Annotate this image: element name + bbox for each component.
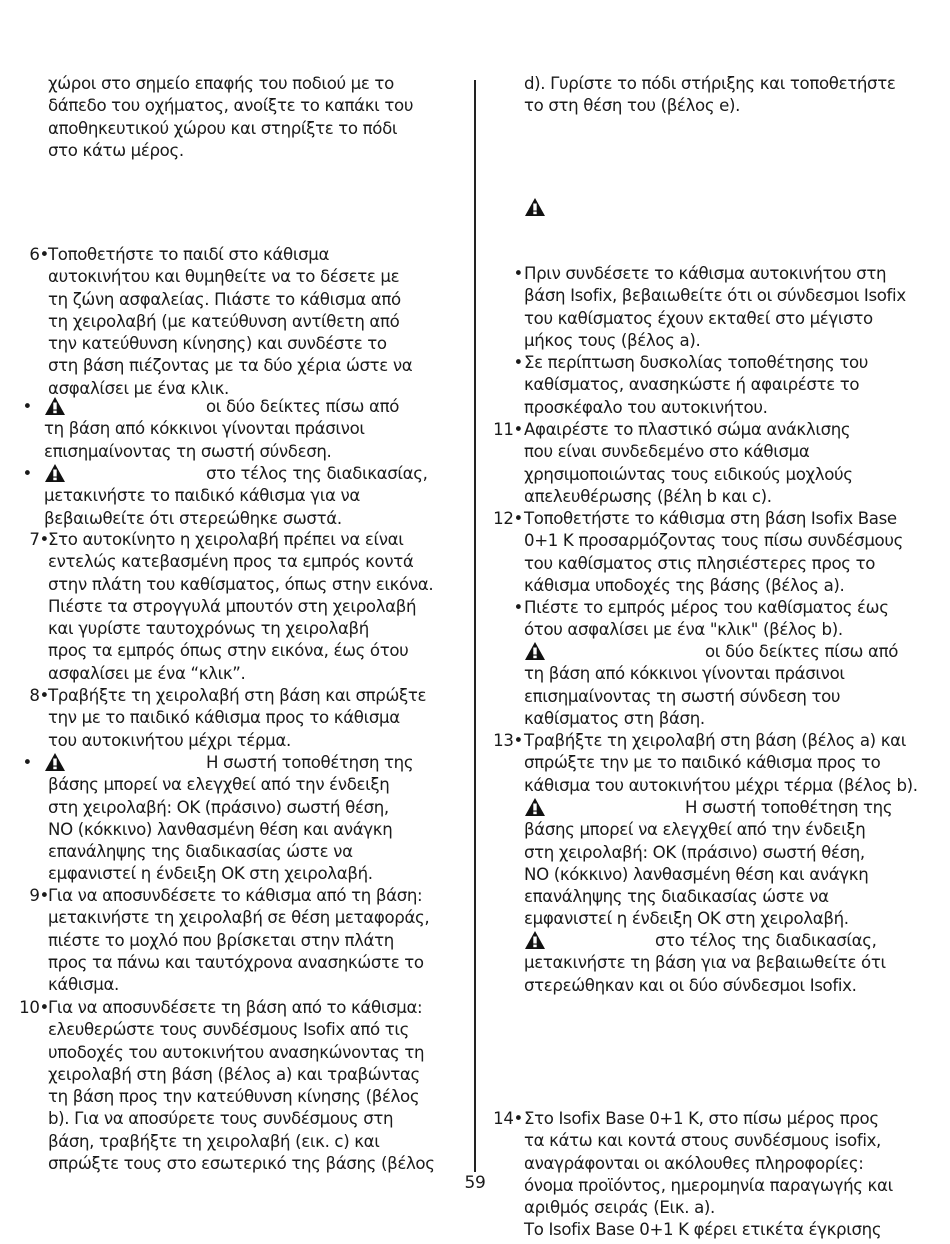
bullet-item [487, 263, 947, 352]
page-number: 59 [464, 1173, 486, 1193]
step-number: 11• [493, 420, 523, 439]
text-line: Πριν συνδέσετε το κάθισμα αυτοκινήτου στη [524, 264, 887, 283]
text-line: τα κάτω και κοντά στους συνδέσμους isofix, [524, 1131, 881, 1151]
text-line: τη βάση από κόκκινοι γίνονται πράσινοι [524, 664, 845, 684]
text-line: σπρώξτε την με το παιδικό κάθισμα προς το [524, 753, 881, 773]
text-line: δάπεδο του οχήματος, ανοίξτε το καπάκι του [48, 96, 414, 116]
text-line: Το Isofix Base 0+1 K φέρει ετικέτα έγκρισης [524, 1220, 882, 1240]
text-line: d). Γυρίστε το πόδι στήριξης και τοποθετήστε [524, 74, 896, 93]
text-line: εντελώς κατεβασμένη προς τα εμπρός κοντά [48, 552, 414, 572]
bullet: • [513, 598, 523, 617]
step-number: 6• [29, 245, 49, 264]
bullet: • [513, 353, 523, 372]
bullet-item [487, 597, 947, 642]
text-line: μετακινήστε τη βάση για να βεβαιωθείτε ότι [524, 953, 886, 973]
paragraph [487, 797, 947, 931]
text-line: ότου ασφαλίσει με ένα "κλικ" (βέλος b). [524, 620, 843, 640]
text-line: καθίσματος στη βάση. [524, 708, 705, 728]
paragraph [487, 641, 947, 730]
text-line: το στη θέση του (βέλος e). [524, 96, 741, 116]
text-line: βάσης μπορεί να ελεγχθεί από την ένδειξη [48, 775, 390, 795]
text-line: την με το παιδικό κάθισμα προς το κάθισμα [48, 708, 400, 728]
warning-icon [524, 797, 546, 817]
text-line: οι δύο δείκτες πίσω από [206, 397, 400, 416]
text-line: βάση Isofix, βεβαιωθείτε ότι οι σύνδεσμοι Isofix [524, 286, 906, 306]
text-line: βεβαιωθείτε ότι στερεώθηκε σωστά. [44, 508, 342, 528]
text-line: επισημαίνοντας τη σωστή σύνδεση του [524, 686, 841, 706]
step-number: 7• [29, 530, 49, 549]
numbered-step [487, 419, 947, 508]
text-line: την κατεύθυνση κίνησης) και συνδέστε το [48, 334, 387, 354]
text-line: του καθίσματος στις πλησιέστερες προς το [524, 553, 876, 573]
text-line: αυτοκινήτου και θυμηθείτε να το δέσετε με [48, 267, 400, 287]
text-line: καθίσματος, ανασηκώστε ή αφαιρέστε το [524, 375, 860, 395]
numbered-step [487, 730, 947, 797]
step-number: 8• [29, 686, 49, 705]
text-line: προς τα εμπρός όπως στην εικόνα, έως ότου [48, 641, 409, 661]
numbered-step [16, 685, 468, 752]
bullet-item [16, 752, 468, 886]
paragraph [16, 73, 468, 162]
step-number: 12• [493, 509, 523, 528]
text-line: ασφαλίσει με ένα “κλικ”. [48, 663, 246, 683]
step-number: 13• [493, 731, 523, 750]
text-line: Στο αυτοκίνητο η χειρολαβή πρέπει να είναι [48, 530, 404, 549]
step-number: 14• [493, 1109, 523, 1128]
text-line: μήκος τους (βέλος a). [524, 330, 701, 350]
text-line: ασφαλίσει με ένα κλικ. [48, 378, 229, 398]
warning-icon [524, 930, 546, 950]
text-line: επισημαίνοντας τη σωστή σύνδεση. [44, 441, 332, 461]
text-line: Σε περίπτωση δυσκολίας τοποθέτησης του [524, 353, 869, 372]
text-line: στερεώθηκαν και οι δύο σύνδεσμοι Isofix. [524, 975, 857, 995]
text-line: Η σωστή τοποθέτηση της [206, 753, 414, 772]
text-line: και γυρίστε ταυτοχρόνως τη χειρολαβή [48, 619, 369, 639]
text-line: μετακινήστε το παιδικό κάθισμα για να [44, 486, 361, 506]
text-line: βάση, τραβήξτε τη χειρολαβή (εικ. c) και [48, 1131, 380, 1151]
text-line: στην πλάτη του καθίσματος, όπως στην εικόνα. [48, 574, 434, 594]
numbered-step [16, 244, 468, 400]
text-line: προς τα πάνω και ταυτόχρονα ανασηκώστε το [48, 952, 424, 972]
paragraph [487, 73, 947, 118]
text-line: στο τέλος της διαδικασίας, [655, 931, 877, 950]
warning-icon [44, 752, 66, 772]
text-line: χρησιμοποιώντας τους ειδικούς μοχλούς [524, 464, 853, 484]
text-line: βάσης μπορεί να ελεγχθεί από την ένδειξη [524, 820, 866, 840]
bullet-item [16, 463, 468, 530]
text-line: τη ζώνη ασφαλείας. Πιάστε το κάθισμα από [48, 289, 401, 309]
text-line: χώροι στο σημείο επαφής του ποδιού με το [48, 74, 394, 93]
warning-icon [44, 463, 66, 483]
bullet: • [22, 464, 32, 483]
text-line: ελευθερώστε τους συνδέσμους Isofix από τις [48, 1020, 410, 1040]
text-line: απελευθέρωσης (βέλη b και c). [524, 486, 772, 506]
text-line: Τραβήξτε τη χειρολαβή στη βάση και σπρώξτε [48, 686, 427, 705]
bullet: • [22, 397, 32, 416]
step-number: 10• [19, 998, 49, 1017]
text-line: μετακινήστε τη χειρολαβή σε θέση μεταφοράς, [48, 908, 430, 928]
numbered-step [487, 508, 947, 597]
text-line: στο τέλος της διαδικασίας, [206, 464, 428, 483]
text-line: πιέστε το μοχλό που βρίσκεται στην πλάτη [48, 930, 394, 950]
paragraph [487, 930, 947, 997]
text-line: κάθισμα υποδοχές της βάσης (βέλος a). [524, 575, 845, 595]
text-line: αριθμός σειράς (Εικ. a). [524, 1198, 715, 1218]
text-line: Τοποθετήστε το κάθισμα στη βάση Isofix Base [524, 509, 897, 528]
warning-icon [524, 197, 546, 217]
warning-icon [524, 641, 546, 661]
text-line: του καθίσματος έχουν εκταθεί στο μέγιστο [524, 308, 873, 328]
text-line: Η σωστή τοποθέτηση της [685, 798, 893, 817]
text-line: Πιέστε το εμπρός μέρος του καθίσματος έως [524, 598, 889, 617]
text-line: στη χειρολαβή: OK (πράσινο) σωστή θέση, [48, 797, 389, 817]
text-line: στη χειρολαβή: OK (πράσινο) σωστή θέση, [524, 842, 865, 862]
bullet: • [22, 753, 32, 772]
text-line: 0+1 K προσαρμόζοντας τους πίσω συνδέσμους [524, 531, 903, 551]
text-line: που είναι συνδεδεμένο στο κάθισμα [524, 442, 810, 462]
warning-icon [44, 396, 66, 416]
text-line: προσκέφαλο του αυτοκινήτου. [524, 397, 768, 417]
step-number: 9• [29, 886, 49, 905]
text-line: Τραβήξτε τη χειρολαβή στη βάση (βέλος a) και [524, 731, 906, 750]
text-line: του αυτοκινήτου μέχρι τέρμα. [48, 730, 291, 750]
column-divider [474, 80, 476, 1172]
text-line: Τοποθετήστε το παιδί στο κάθισμα [48, 245, 330, 264]
text-line: όνομα προϊόντος, ημερομηνία παραγωγής και [524, 1175, 893, 1195]
text-line: οι δύο δείκτες πίσω από [705, 642, 899, 661]
text-line: εμφανιστεί η ένδειξη OK στη χειρολαβή. [48, 864, 373, 884]
text-line: κάθισμα του αυτοκινήτου μέχρι τέρμα (βέλος b). [524, 775, 918, 795]
text-line: Στο Isofix Base 0+1 K, στο πίσω μέρος προς [524, 1109, 879, 1128]
text-line: υποδοχές του αυτοκινήτου ανασηκώνοντας τη [48, 1042, 425, 1062]
numbered-step [16, 529, 468, 685]
text-line: NO (κόκκινο) λανθασμένη θέση και ανάγκη [48, 819, 393, 839]
text-line: στη βάση πιέζοντας με τα δύο χέρια ώστε να [48, 356, 413, 376]
text-line: Για να αποσυνδέσετε το κάθισμα από τη βάση: [48, 886, 423, 905]
numbered-step [16, 885, 468, 996]
text-line: επανάληψης της διαδικασίας ώστε να [524, 887, 829, 907]
text-line: τη βάση προς την κατεύθυνση κίνησης (βέλος [48, 1087, 420, 1107]
text-line: b). Για να αποσύρετε τους συνδέσμους στη [48, 1109, 394, 1129]
text-line: τη βάση από κόκκινοι γίνονται πράσινοι [44, 419, 365, 439]
bullet-item [487, 352, 947, 419]
text-line: σπρώξτε τους στο εσωτερικό της βάσης (βέλος [48, 1154, 435, 1174]
text-line: NO (κόκκινο) λανθασμένη θέση και ανάγκη [524, 864, 869, 884]
text-line: επανάληψης της διαδικασίας ώστε να [48, 842, 353, 862]
text-line: Πιέστε τα στρογγυλά μπουτόν στη χειρολαβή [48, 596, 417, 616]
bullet-item [16, 396, 468, 463]
text-line: Αφαιρέστε το πλαστικό σώμα ανάκλισης [524, 420, 851, 439]
text-line: αποθηκευτικού χώρου και στηρίξτε το πόδι [48, 118, 398, 138]
numbered-step [16, 997, 468, 1175]
text-line: στο κάτω μέρος. [48, 140, 184, 160]
bullet: • [513, 264, 523, 283]
text-line: αναγράφονται οι ακόλουθες πληροφορίες: [524, 1153, 864, 1173]
text-line: κάθισμα. [48, 975, 119, 995]
text-line: Για να αποσυνδέσετε τη βάση από το κάθισμα: [48, 998, 423, 1017]
text-line: εμφανιστεί η ένδειξη OK στη χειρολαβή. [524, 909, 849, 929]
text-line: χειρολαβή στη βάση (βέλος a) και τραβώντας [48, 1064, 420, 1084]
text-line: τη χειρολαβή (με κατεύθυνση αντίθετη από [48, 311, 400, 331]
